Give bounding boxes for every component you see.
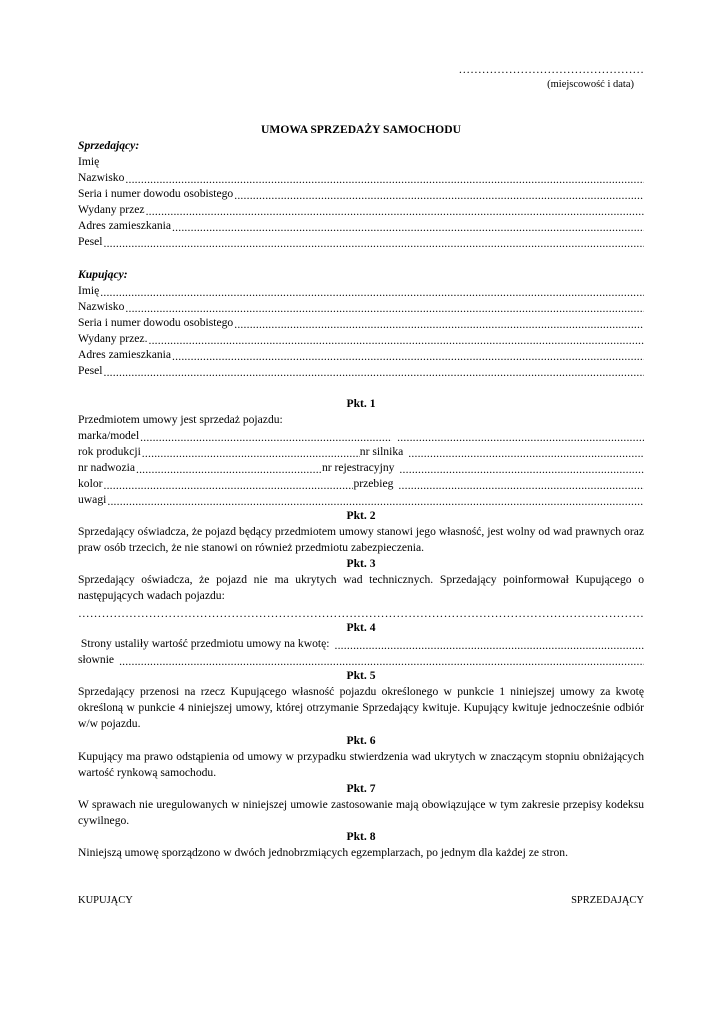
- pkt5-heading: Pkt. 5: [346, 669, 376, 682]
- marka-field-2[interactable]: [397, 430, 644, 444]
- pkt2-heading: Pkt. 2: [346, 509, 376, 522]
- place-date-label: (miejscowość i data): [547, 79, 634, 90]
- value-field[interactable]: [334, 638, 644, 652]
- pkt8-heading: Pkt. 8: [346, 830, 376, 843]
- rejestracyjny-field[interactable]: [399, 462, 644, 476]
- seller-surname-field[interactable]: [125, 172, 644, 186]
- pkt3-heading: Pkt. 3: [346, 557, 376, 570]
- defects-line-2[interactable]: [78, 604, 644, 620]
- rok-field[interactable]: [142, 446, 360, 460]
- uwagi-label: uwagi: [78, 493, 107, 506]
- nadwozia-line[interactable]: [78, 460, 644, 476]
- buyer-section: [78, 267, 644, 379]
- pkt3-section: [78, 556, 644, 620]
- pkt4-section: [78, 620, 644, 668]
- seller-id-line[interactable]: [78, 186, 644, 202]
- seller-name-label: Imię: [78, 155, 100, 168]
- pkt1-section: [78, 396, 644, 508]
- pkt5-section: [78, 668, 644, 732]
- kolor-field[interactable]: [103, 478, 353, 492]
- pkt8-text: Niniejszą umowę sporządzono w dwóch jednobrzmiących egzemplarzach, po jednym dla każdej ze stron.: [78, 846, 568, 859]
- buyer-pesel-label: Pesel: [78, 364, 103, 377]
- buyer-issued-line[interactable]: [78, 331, 644, 347]
- buyer-pesel-field[interactable]: [103, 365, 644, 379]
- pkt8-section: [78, 829, 644, 861]
- pkt3-text: Sprzedający oświadcza, że pojazd nie ma ukrytych wad technicznych. Sprzedający poinformował Kupującego o następujących wadach pojazdu:: [78, 573, 644, 602]
- value-line[interactable]: [78, 636, 644, 652]
- seller-address-field[interactable]: [172, 220, 644, 234]
- rok-line[interactable]: [78, 444, 644, 460]
- seller-pesel-label: Pesel: [78, 235, 103, 248]
- buyer-heading: Kupujący:: [78, 268, 128, 281]
- buyer-surname-label: Nazwisko: [78, 300, 125, 313]
- seller-surname-label: Nazwisko: [78, 171, 125, 184]
- pkt2-text: Sprzedający oświadcza, że pojazd będący przedmiotem umowy stanowi jego własność, jest wolny od wad prawnych oraz praw osób trzecich, że nie stanowi on również przedmiotu zabezpieczenia.: [78, 525, 644, 554]
- nadwozia-label: nr nadwozia: [78, 461, 135, 474]
- pkt1-intro-text: Przedmiotem umowy jest sprzedaż pojazdu:: [78, 413, 283, 426]
- pkt2-section: [78, 508, 644, 556]
- buyer-pesel-line[interactable]: [78, 363, 644, 379]
- buyer-id-line[interactable]: [78, 315, 644, 331]
- przebieg-label: przebieg: [353, 477, 394, 490]
- seller-pesel-field[interactable]: [103, 236, 644, 250]
- seller-section: [78, 138, 644, 250]
- seller-issued-field[interactable]: [146, 204, 644, 218]
- buyer-surname-line[interactable]: [78, 299, 644, 315]
- marka-line[interactable]: [78, 428, 644, 444]
- seller-address-line[interactable]: [78, 218, 644, 234]
- seller-surname-line[interactable]: [78, 170, 644, 186]
- uwagi-field[interactable]: [107, 494, 644, 508]
- pkt3-body: [78, 572, 644, 604]
- words-line[interactable]: [78, 652, 644, 668]
- buyer-address-field[interactable]: [172, 349, 644, 363]
- contract-page: [78, 0, 644, 1024]
- pkt6-text: Kupujący ma prawo odstąpienia od umowy w przypadku stwierdzenia wad ukrytych w znaczącym stopniu obniżających wartość rynkową samochodu.: [78, 750, 644, 779]
- seller-heading: Sprzedający:: [78, 139, 140, 152]
- buyer-surname-field[interactable]: [125, 301, 644, 315]
- nadwozia-field[interactable]: [136, 462, 322, 476]
- buyer-name-label: Imię: [78, 284, 100, 297]
- seller-pesel-line[interactable]: [78, 234, 644, 250]
- buyer-address-line[interactable]: [78, 347, 644, 363]
- words-field[interactable]: [119, 654, 644, 668]
- signatures: [78, 893, 644, 909]
- seller-name-line: [78, 154, 644, 170]
- buyer-id-field[interactable]: [234, 317, 644, 331]
- pkt1-intro: [78, 412, 644, 428]
- pkt7-heading: Pkt. 7: [346, 782, 376, 795]
- pkt5-text: Sprzedający przenosi na rzecz Kupującego własność pojazdu określonego w punkcie 1 niniejszej umowy za kwotę określoną w punkcie 4 niniejszej umowy, której otrzymanie Sprzedający kwituje. Kupujący kwituje jednocześnie odbiór w/w pojazdu.: [78, 685, 644, 730]
- seller-issued-label: Wydany przez: [78, 203, 145, 216]
- uwagi-line[interactable]: [78, 492, 644, 508]
- seller-issued-line[interactable]: [78, 202, 644, 218]
- pkt7-text: W sprawach nie uregulowanych w niniejszej umowie zastosowanie mają obowiązujące w tym zakresie przepisy kodeksu cywilnego.: [78, 798, 644, 827]
- przebieg-field[interactable]: [398, 478, 644, 492]
- buyer-name-field[interactable]: [100, 285, 644, 299]
- buyer-issued-field[interactable]: [148, 333, 644, 347]
- buyer-issued-label: Wydany przez.: [78, 332, 148, 345]
- document-title: UMOWA SPRZEDAŻY SAMOCHODU: [261, 123, 461, 136]
- buyer-address-label: Adres zamieszkania: [78, 348, 172, 361]
- marka-label: marka/model: [78, 429, 140, 442]
- silnik-label: nr silnika: [359, 445, 404, 458]
- pkt7-section: [78, 781, 644, 829]
- defects-field-1[interactable]: [244, 590, 644, 604]
- rejestracyjny-label: nr rejestracyjny: [321, 461, 395, 474]
- pkt4-heading: Pkt. 4: [346, 621, 376, 634]
- buyer-signature-label: KUPUJĄCY: [78, 895, 133, 906]
- rok-label: rok produkcji: [78, 445, 141, 458]
- seller-address-label: Adres zamieszkania: [78, 219, 172, 232]
- seller-id-field[interactable]: [234, 188, 644, 202]
- seller-signature-label: SPRZEDAJĄCY: [571, 895, 644, 906]
- pkt6-heading: Pkt. 6: [346, 734, 376, 747]
- seller-id-label: Seria i numer dowodu osobistego: [78, 187, 234, 200]
- silnik-field[interactable]: [408, 446, 644, 460]
- place-date-dots: …………………………………………: [458, 63, 644, 76]
- pkt1-heading: Pkt. 1: [346, 397, 376, 410]
- kolor-line[interactable]: [78, 476, 644, 492]
- pkt6-section: [78, 733, 644, 781]
- kolor-label: kolor: [78, 477, 103, 490]
- marka-field[interactable]: [140, 430, 392, 444]
- buyer-id-label: Seria i numer dowodu osobistego: [78, 316, 234, 329]
- value-label: Strony ustaliły wartość przedmiotu umowy na kwotę:: [78, 637, 330, 650]
- buyer-name-line[interactable]: [78, 283, 644, 299]
- words-label: słownie: [78, 653, 115, 666]
- defects-field-2[interactable]: [78, 606, 644, 620]
